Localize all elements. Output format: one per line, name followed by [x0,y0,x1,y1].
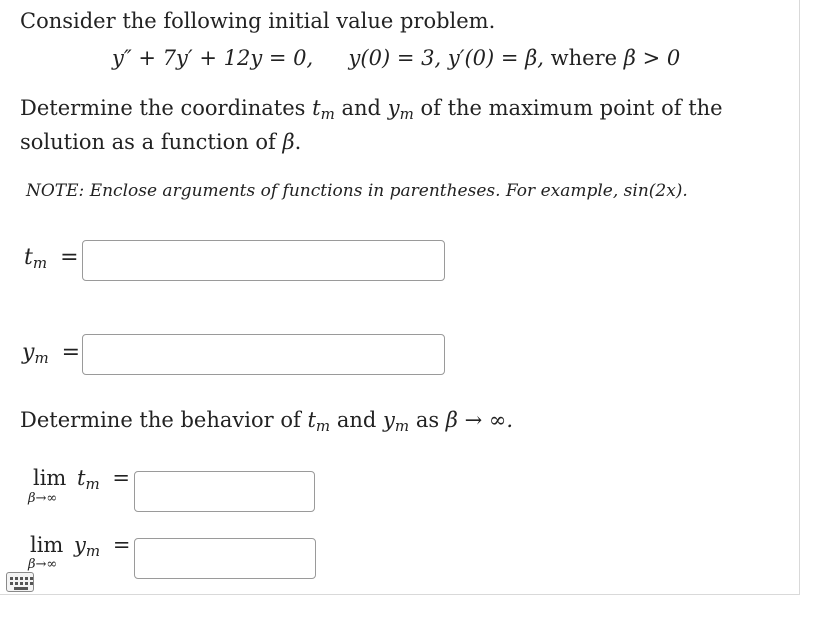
beta-condition: β > 0 [623,46,681,70]
task2-y-sub: m [394,417,410,435]
lim-tm-equals: = [112,466,131,490]
lim-ym-equals: = [112,533,131,557]
lim-t-sub: m [85,475,100,493]
lim-tm-input[interactable] [134,471,315,512]
ym-label [22,340,80,367]
tm-label [24,245,79,272]
lim-word-1: lim [33,466,67,490]
ym-equals: = [61,340,81,365]
tm-label-var: t [24,245,33,270]
lim-word-2: lim [30,533,64,557]
initial-condition-1: y(0) = 3, [348,46,442,70]
tm-input[interactable] [82,240,445,281]
ym-label-sub: m [34,349,49,367]
initial-condition-2: y′(0) = β, [447,46,544,70]
task2-t-sub: m [315,417,331,435]
task2-t-var: t [307,408,316,432]
task1-line1 [20,96,723,123]
lim-y-sub: m [85,542,101,560]
where-word: where [550,46,618,70]
lim-y-var: y [74,533,86,557]
ym-label-var: y [22,340,35,365]
y-sub: m [399,105,414,123]
period: . [294,130,302,154]
beta-var: β [282,130,295,154]
task1-text-a: Determine the coordinates [20,96,306,120]
intro-text: Consider the following initial value problem. [20,9,496,33]
lim-tm-under: β→∞ [28,491,58,506]
lim-ym-input[interactable] [134,538,316,579]
task2-and: and [336,408,377,432]
lim-tm-label [33,466,130,493]
lim-ym-label [30,533,130,560]
ym-input[interactable] [82,334,445,375]
tm-equals: = [60,245,79,270]
t-sub: m [320,105,335,123]
lim-t-var: t [77,466,86,490]
task2-text [20,408,513,435]
task1-text-c: solution as a function of [20,130,276,154]
t-var: t [312,96,321,120]
y-var: y [387,96,400,120]
task2-tail: β → ∞. [445,408,514,432]
task2-text-a: Determine the behavior of [20,408,301,432]
lim-ym-under: β→∞ [28,557,58,572]
task1-text-b: of the maximum point of the [420,96,723,120]
tm-label-sub: m [32,254,48,272]
note-text: NOTE: Enclose arguments of functions in parentheses. For example, sin(2x). [26,181,688,201]
task2-y-var: y [383,408,395,432]
and-word: and [341,96,381,120]
task1-line2 [20,130,301,154]
ode: y″ + 7y′ + 12y = 0, [112,46,314,70]
ivp-equation [112,46,680,70]
keyboard-icon[interactable] [6,572,34,592]
task2-as: as [415,408,440,432]
